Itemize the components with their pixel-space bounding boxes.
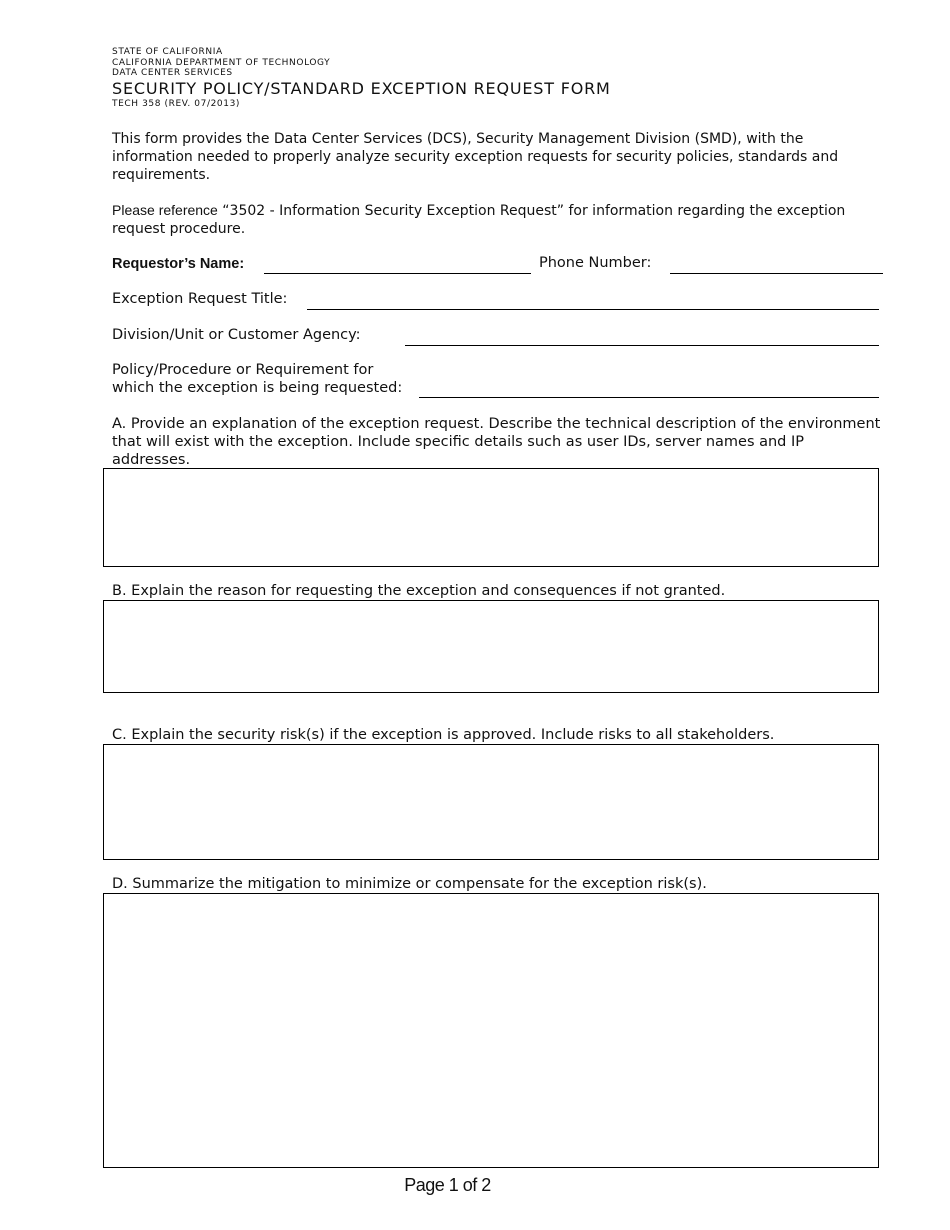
page-number: Page 1 of 2 bbox=[404, 1175, 491, 1195]
header-state: STATE OF CALIFORNIA bbox=[112, 47, 223, 57]
division-label: Division/Unit or Customer Agency: bbox=[112, 327, 361, 343]
form-code: TECH 358 (REV. 07/2013) bbox=[112, 99, 241, 109]
question-b: B. Explain the reason for requesting the exception and consequences if not granted. bbox=[112, 583, 726, 599]
policy-field[interactable] bbox=[419, 397, 879, 398]
reference-rest: “3502 - Information Security Exception Request” for information regarding the exception request procedure. bbox=[112, 203, 846, 237]
intro-paragraph: This form provides the Data Center Services (DCS), Security Management Division (SMD), with the information needed to properly analyze security exception requests for security policies, standards and requirements. bbox=[112, 131, 839, 183]
answer-b-box[interactable] bbox=[103, 600, 879, 693]
header-division: DATA CENTER SERVICES bbox=[112, 68, 233, 78]
requestor-name-label: Requestor’s Name: bbox=[112, 256, 245, 272]
phone-number-label: Phone Number: bbox=[539, 255, 652, 271]
requestor-name-field[interactable] bbox=[264, 273, 531, 274]
policy-label-line1: Policy/Procedure or Requirement for bbox=[112, 362, 374, 378]
header-department: CALIFORNIA DEPARTMENT OF TECHNOLOGY bbox=[112, 58, 331, 68]
policy-label-line2: which the exception is being requested: bbox=[112, 380, 403, 396]
request-title-field[interactable] bbox=[307, 309, 879, 310]
question-a: A. Provide an explanation of the exception request. Describe the technical description of the environment that will exist with the exception. Include specific details such as user IDs, server names and IP addresses. bbox=[112, 416, 881, 468]
answer-a-box[interactable] bbox=[103, 468, 879, 567]
division-field[interactable] bbox=[405, 345, 879, 346]
question-c: C. Explain the security risk(s) if the exception is approved. Include risks to all stakeholders. bbox=[112, 727, 775, 743]
form-title: SECURITY POLICY/STANDARD EXCEPTION REQUEST FORM bbox=[112, 79, 611, 98]
request-title-label: Exception Request Title: bbox=[112, 291, 288, 307]
reference-lead: Please reference bbox=[112, 202, 218, 218]
answer-d-box[interactable] bbox=[103, 893, 879, 1168]
question-d: D. Summarize the mitigation to minimize or compensate for the exception risk(s). bbox=[112, 876, 707, 892]
answer-c-box[interactable] bbox=[103, 744, 879, 860]
phone-number-field[interactable] bbox=[670, 273, 883, 274]
reference-paragraph bbox=[112, 201, 852, 238]
